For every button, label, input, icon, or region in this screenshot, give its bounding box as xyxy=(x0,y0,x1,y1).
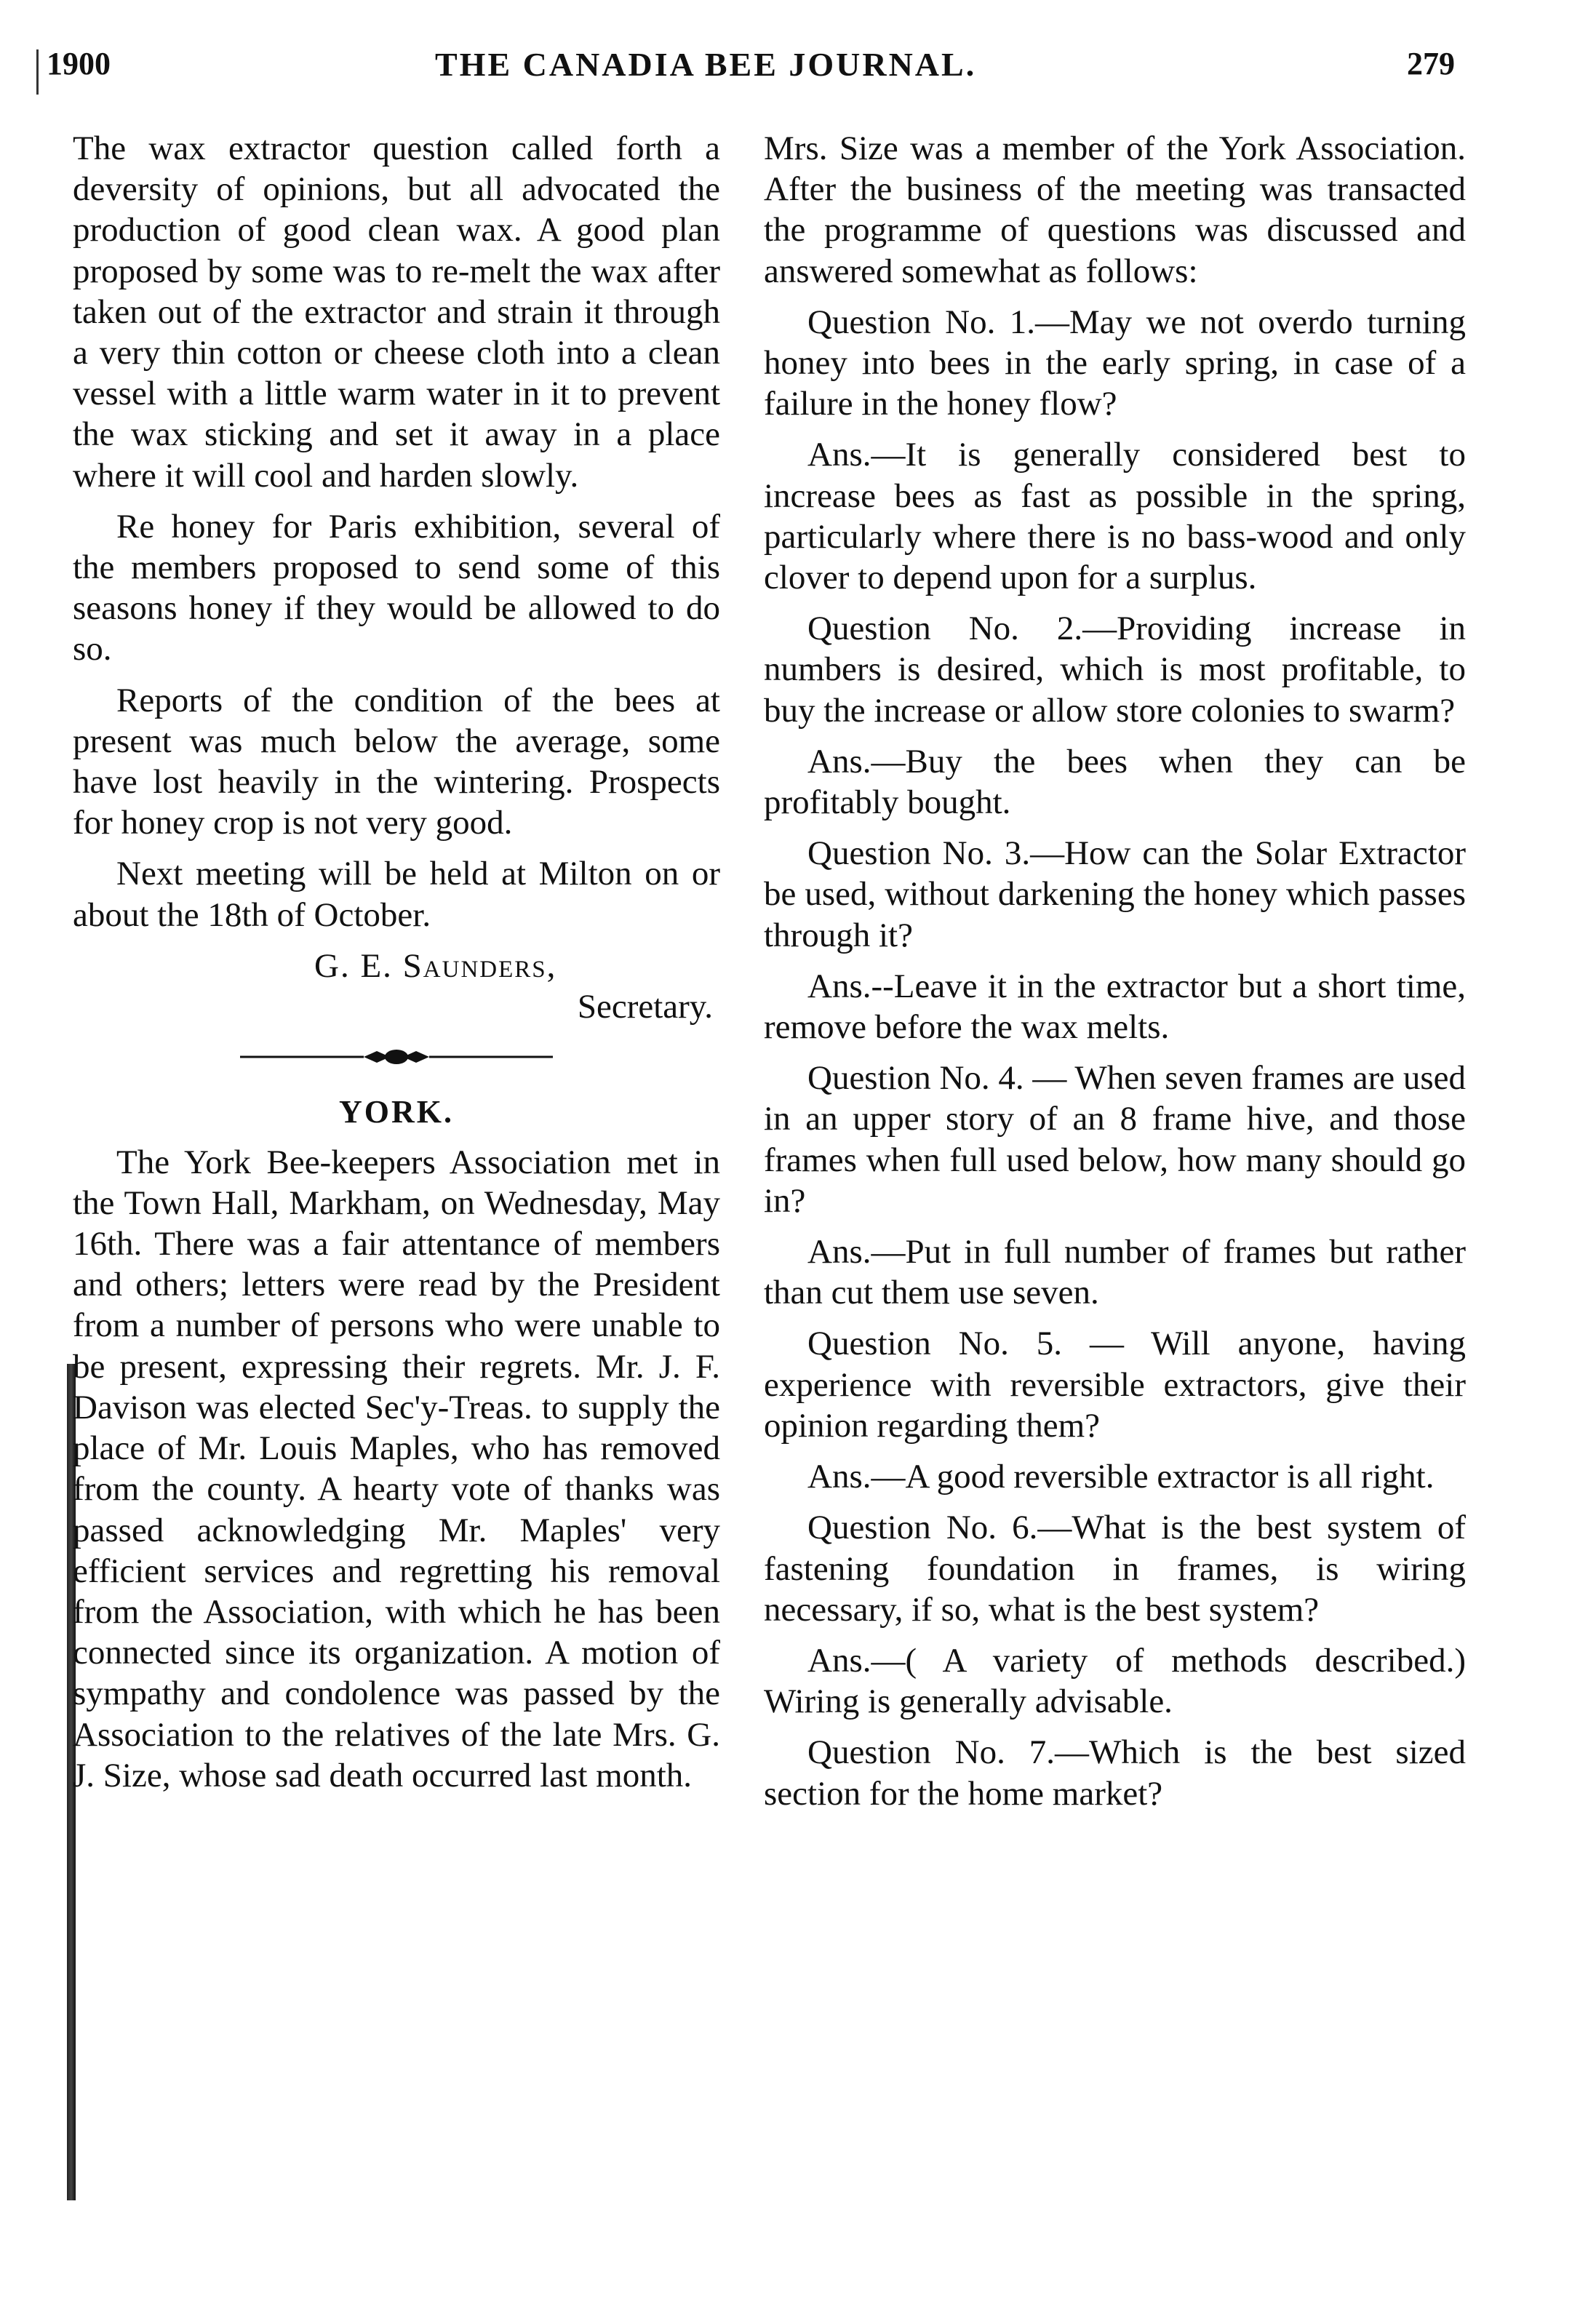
signature-title: Secretary. xyxy=(577,988,713,1026)
paragraph-bee-condition: Reports of the condition of the bees at present was much below the average, some have lost heavily in the wintering. Prospects for honey crop is not very good. xyxy=(73,681,720,842)
left-column xyxy=(73,128,720,1806)
paragraph-york-association: The York Bee-keepers Association met in the Town Hall, Markham, on Wednesday, May 16th. There was a fair attentance of members and others; letters were read by the President from a number of persons who were unable to be present, expressing their regrets. Mr. J. F. Davison was elected Sec'y-Treas. to supply the place of Mr. Louis Maples, who has removed from the county. A hearty vote of thanks was passed acknowledging Mr. Maples' very efficient services and regretting his removal from the Association, with which he has been connected since its organization. A motion of sympathy and condolence was passed by the Association to the relatives of the late Mrs. G. J. Size, whose sad death occurred last month. xyxy=(73,1143,720,1794)
answer-2: Ans.—Buy the bees when they can be profitably bought. xyxy=(764,742,1466,822)
page-number: 279 xyxy=(1407,46,1455,81)
answer-5: Ans.—A good reversible extractor is all right. xyxy=(807,1458,1435,1496)
question-5: Question No. 5. — Will anyone, having experience with reversible extractors, give their opinion regarding them? xyxy=(764,1325,1466,1445)
question-4: Question No. 4. — When seven frames are used in an upper story of an 8 frame hive, and those frames when full used below, how many should go in? xyxy=(764,1059,1466,1220)
section-heading-york: YORK. xyxy=(339,1094,454,1130)
header-rule xyxy=(36,49,39,95)
answer-3: Ans.--Leave it in the extractor but a short time, remove before the wax melts. xyxy=(764,967,1466,1047)
paragraph-paris-exhibition: Re honey for Paris exhibition, several of the members proposed to send some of this seasons honey if they would be allowed to do so. xyxy=(73,507,720,668)
signature-name: G. E. Saunders, xyxy=(314,946,557,985)
journal-title: THE CANADIA BEE JOURNAL. xyxy=(435,46,977,83)
paragraph-next-meeting: Next meeting will be held at Milton on or about the 18th of October. xyxy=(73,855,720,934)
answer-6: Ans.—( A variety of methods described.) Wiring is generally advisable. xyxy=(764,1641,1466,1721)
paragraph-wax-extractor: The wax extractor question called forth a deversity of opinions, but all advocated the production of good clean wax. A good plan proposed by some was to re-melt the wax after taken out of the extractor and strain it through a very thin cotton or cheese cloth into a clean vessel with a little warm water in it to prevent the wax sticking and set it away in a place where it will cool and harden slowly. xyxy=(73,129,720,495)
paragraph-mrs-size: Mrs. Size was a member of the York Association. After the business of the meeting was transacted the programme of questions was discussed and answered somewhat as follows: xyxy=(764,129,1466,290)
answer-1: Ans.—It is generally considered best to increase bees as fast as possible in the spring, particularly where there is no bass-wood and only clover to depend upon for a surplus. xyxy=(764,436,1466,597)
running-header xyxy=(36,45,1455,89)
question-3: Question No. 3.—How can the Solar Extractor be used, without darkening the honey which passes through it? xyxy=(764,834,1466,954)
question-7: Question No. 7.—Which is the best sized section for the home market? xyxy=(764,1733,1466,1813)
question-2: Question No. 2.—Providing increase in numbers is desired, which is most profitable, to buy the increase or allow store colonies to swarm? xyxy=(764,610,1466,730)
question-1: Question No. 1.—May we not overdo turning honey into bees in the early spring, in case of a failure in the honey flow? xyxy=(764,303,1466,423)
question-6: Question No. 6.—What is the best system of fastening foundation in frames, is wiring necessary, if so, what is the best system? xyxy=(764,1509,1466,1629)
section-divider-ornament xyxy=(73,1031,720,1082)
right-column xyxy=(764,128,1466,1824)
answer-4: Ans.—Put in full number of frames but rather than cut them use seven. xyxy=(764,1233,1466,1312)
header-year: 1900 xyxy=(47,46,111,81)
